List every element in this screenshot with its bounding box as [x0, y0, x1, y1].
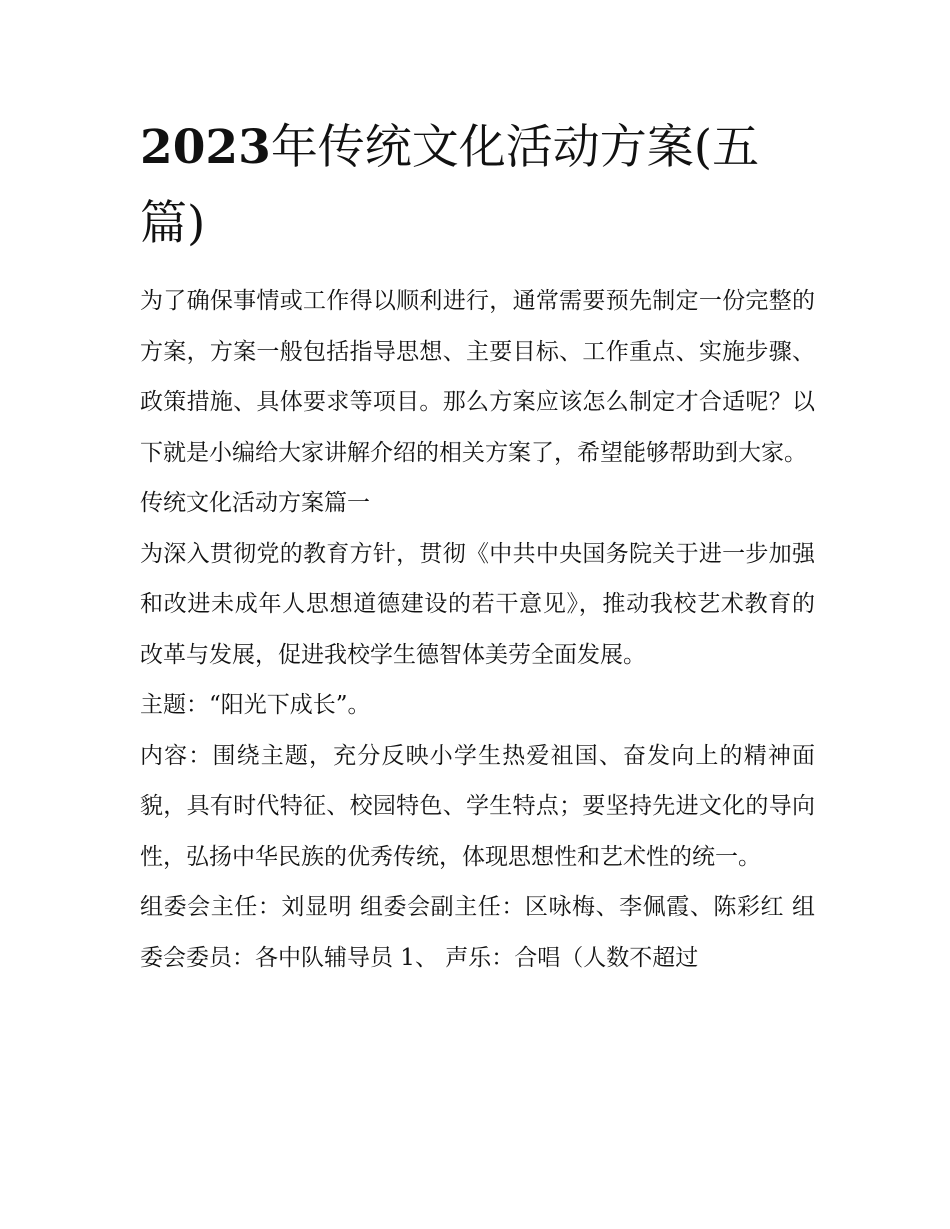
intro-paragraph: 为了确保事情或工作得以顺利进行，通常需要预先制定一份完整的方案，方案一般包括指导思想、主要目标、工作重点、实施步骤、政策措施、具体要求等项目。那么方案应该怎么制定才合适呢？以下就是小编给大家讲解介绍的相关方案了，希望能够帮助到大家。: [140, 288, 815, 466]
section-heading: 传统文化活动方案篇一: [140, 490, 370, 516]
content-paragraph: 内容：围绕主题，充分反映小学生热爱祖国、奋发向上的精神面貌，具有时代特征、校园特色、学生特点；要坚持先进文化的导向性，弘扬中华民族的优秀传统，体现思想性和艺术性的统一。: [140, 742, 815, 870]
title-year: 2023: [140, 120, 271, 175]
document-page: [140, 110, 815, 983]
purpose-paragraph: 为深入贯彻党的教育方针，贯彻《中共中央国务院关于进一步加强和改进未成年人思想道德建设的若干意见》，推动我校艺术教育的改革与发展，促进我校学生德智体美劳全面发展。: [140, 540, 815, 668]
document-title: [140, 110, 815, 262]
title-text: 年传统文化活动方案(五篇): [140, 120, 760, 251]
committee-paragraph: 组委会主任：刘显明 组委会副主任：区咏梅、李佩霞、陈彩红 组委会委员：各中队辅导员 1、 声乐：合唱（人数不超过: [140, 894, 815, 971]
theme-paragraph: 主题：“阳光下成长”。: [140, 692, 371, 718]
